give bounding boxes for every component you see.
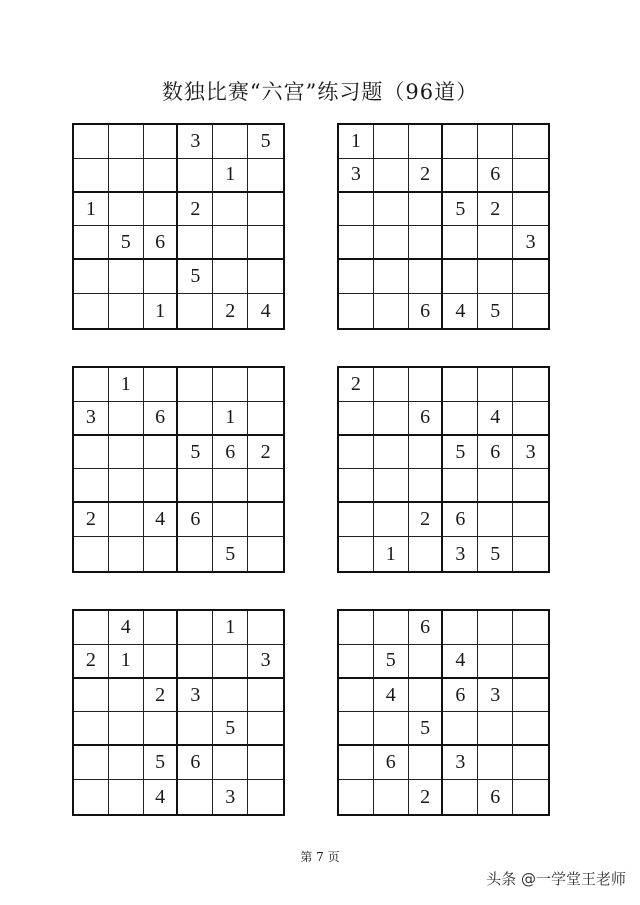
sudoku-cell: 1	[109, 368, 144, 402]
sudoku-cell	[339, 679, 374, 713]
sudoku-cell	[443, 712, 478, 746]
sudoku-cell	[374, 780, 409, 814]
sudoku-cell	[339, 436, 374, 470]
sudoku-cell	[409, 260, 444, 294]
sudoku-cell	[443, 159, 478, 193]
sudoku-cell	[74, 469, 109, 503]
sudoku-cell	[109, 294, 144, 328]
sudoku-cell	[109, 159, 144, 193]
sudoku-cell	[513, 611, 548, 645]
sudoku-cell: 3	[478, 679, 513, 713]
sudoku-grid-2	[337, 123, 550, 330]
sudoku-cell	[478, 125, 513, 159]
sudoku-cell	[144, 712, 179, 746]
sudoku-cell: 3	[513, 436, 548, 470]
sudoku-cell	[478, 469, 513, 503]
sudoku-cell: 1	[74, 193, 109, 227]
sudoku-cell	[248, 402, 283, 436]
sudoku-cell	[144, 193, 179, 227]
sudoku-cell: 6	[478, 780, 513, 814]
sudoku-cell	[513, 746, 548, 780]
sudoku-cell	[513, 260, 548, 294]
sudoku-cell	[339, 193, 374, 227]
sudoku-cell	[339, 469, 374, 503]
sudoku-cell	[213, 368, 248, 402]
sudoku-cell	[144, 469, 179, 503]
sudoku-cell	[374, 125, 409, 159]
sudoku-cell	[74, 159, 109, 193]
sudoku-cell: 3	[443, 746, 478, 780]
sudoku-cell	[443, 226, 478, 260]
sudoku-cell	[248, 226, 283, 260]
sudoku-cell	[109, 746, 144, 780]
sudoku-cell	[513, 294, 548, 328]
sudoku-cell	[478, 746, 513, 780]
sudoku-cell: 3	[443, 537, 478, 571]
sudoku-cell: 2	[144, 679, 179, 713]
sudoku-cell	[74, 436, 109, 470]
sudoku-cell	[74, 712, 109, 746]
sudoku-cell	[443, 260, 478, 294]
sudoku-cell	[178, 402, 213, 436]
sudoku-grid-4	[337, 366, 550, 573]
sudoku-cell: 5	[248, 125, 283, 159]
sudoku-cell	[374, 226, 409, 260]
sudoku-cell	[248, 712, 283, 746]
sudoku-cell	[409, 436, 444, 470]
sudoku-cell: 6	[478, 436, 513, 470]
sudoku-cell	[513, 679, 548, 713]
sudoku-cell	[109, 125, 144, 159]
sudoku-cell	[409, 193, 444, 227]
sudoku-cell: 1	[109, 645, 144, 679]
sudoku-cell: 4	[443, 645, 478, 679]
sudoku-cell	[144, 125, 179, 159]
sudoku-cell	[213, 503, 248, 537]
sudoku-cell	[74, 226, 109, 260]
sudoku-cell: 6	[144, 226, 179, 260]
sudoku-cell: 6	[409, 294, 444, 328]
sudoku-cell	[409, 368, 444, 402]
sudoku-cell	[74, 780, 109, 814]
sudoku-cell	[374, 436, 409, 470]
sudoku-cell: 6	[178, 503, 213, 537]
sudoku-cell: 3	[178, 679, 213, 713]
sudoku-cell: 4	[478, 402, 513, 436]
sudoku-cell	[248, 679, 283, 713]
sudoku-cell: 2	[409, 503, 444, 537]
sudoku-cell	[478, 611, 513, 645]
sudoku-cell	[144, 645, 179, 679]
sudoku-cell	[248, 260, 283, 294]
sudoku-cell	[374, 368, 409, 402]
sudoku-cell	[409, 537, 444, 571]
sudoku-cell	[213, 226, 248, 260]
sudoku-cell: 5	[178, 260, 213, 294]
sudoku-cell: 5	[409, 712, 444, 746]
sudoku-cell	[109, 193, 144, 227]
sudoku-cell	[443, 469, 478, 503]
sudoku-cell	[339, 226, 374, 260]
sudoku-cell	[478, 503, 513, 537]
sudoku-cell: 4	[144, 780, 179, 814]
sudoku-cell	[374, 469, 409, 503]
sudoku-cell	[144, 436, 179, 470]
sudoku-cell	[443, 402, 478, 436]
sudoku-cell	[109, 537, 144, 571]
sudoku-cell	[178, 469, 213, 503]
sudoku-cell	[443, 125, 478, 159]
sudoku-cell: 1	[213, 611, 248, 645]
sudoku-cell	[409, 679, 444, 713]
sudoku-cell	[374, 503, 409, 537]
sudoku-cell	[213, 125, 248, 159]
sudoku-cell	[513, 469, 548, 503]
sudoku-cell	[109, 712, 144, 746]
sudoku-cell	[339, 503, 374, 537]
sudoku-cell	[248, 503, 283, 537]
page-number: 第 7 页	[300, 850, 340, 864]
sudoku-cell: 2	[178, 193, 213, 227]
sudoku-cell: 6	[144, 402, 179, 436]
sudoku-cell: 5	[213, 712, 248, 746]
sudoku-cell	[409, 226, 444, 260]
sudoku-cell: 5	[478, 294, 513, 328]
sudoku-cell	[178, 159, 213, 193]
sudoku-cell	[74, 260, 109, 294]
sudoku-cell	[74, 537, 109, 571]
sudoku-cell: 4	[144, 503, 179, 537]
sudoku-cell	[178, 226, 213, 260]
sudoku-cell	[443, 368, 478, 402]
sudoku-cell	[109, 679, 144, 713]
sudoku-cell	[339, 780, 374, 814]
sudoku-cell: 2	[478, 193, 513, 227]
sudoku-cell	[478, 260, 513, 294]
sudoku-cell: 5	[374, 645, 409, 679]
sudoku-cell	[178, 611, 213, 645]
sudoku-cell	[178, 294, 213, 328]
sudoku-cell	[213, 469, 248, 503]
sudoku-cell	[74, 294, 109, 328]
sudoku-cell: 5	[443, 193, 478, 227]
sudoku-cell: 6	[178, 746, 213, 780]
sudoku-cell	[478, 712, 513, 746]
sudoku-cell	[513, 368, 548, 402]
sudoku-cell	[374, 712, 409, 746]
sudoku-cell	[513, 712, 548, 746]
sudoku-cell	[144, 260, 179, 294]
sudoku-cell: 3	[248, 645, 283, 679]
sudoku-cell	[74, 368, 109, 402]
sudoku-cell: 4	[109, 611, 144, 645]
sudoku-cell: 2	[248, 436, 283, 470]
sudoku-cell	[248, 193, 283, 227]
sudoku-cell	[248, 368, 283, 402]
sudoku-cell	[144, 368, 179, 402]
sudoku-cell	[513, 193, 548, 227]
sudoku-cell	[248, 780, 283, 814]
sudoku-cell: 3	[213, 780, 248, 814]
sudoku-cell	[374, 159, 409, 193]
sudoku-cell	[374, 294, 409, 328]
sudoku-cell	[109, 436, 144, 470]
sudoku-cell	[374, 193, 409, 227]
sudoku-cell: 2	[213, 294, 248, 328]
sudoku-cell: 6	[409, 611, 444, 645]
sudoku-cell	[513, 159, 548, 193]
sudoku-cell	[443, 780, 478, 814]
sudoku-cell: 6	[478, 159, 513, 193]
sudoku-cell	[339, 294, 374, 328]
sudoku-cell	[74, 611, 109, 645]
sudoku-grid-3	[72, 366, 285, 573]
sudoku-cell: 2	[74, 503, 109, 537]
sudoku-cell	[513, 503, 548, 537]
sudoku-cell: 5	[178, 436, 213, 470]
sudoku-cell	[213, 193, 248, 227]
sudoku-cell	[74, 746, 109, 780]
sudoku-cell	[339, 402, 374, 436]
sudoku-cell	[513, 537, 548, 571]
sudoku-cell: 5	[213, 537, 248, 571]
page-title: 数独比赛“六宫”练习题（96道）	[161, 80, 479, 104]
sudoku-cell	[248, 611, 283, 645]
sudoku-cell	[443, 611, 478, 645]
sudoku-cell	[248, 746, 283, 780]
sudoku-grid-1	[72, 123, 285, 330]
sudoku-cell	[109, 469, 144, 503]
sudoku-cell	[109, 503, 144, 537]
sudoku-cell	[513, 645, 548, 679]
sudoku-cell	[513, 780, 548, 814]
sudoku-cell	[478, 226, 513, 260]
sudoku-cell	[339, 537, 374, 571]
sudoku-cell	[109, 260, 144, 294]
sudoku-cell: 4	[260, 299, 271, 322]
sudoku-cell	[513, 125, 548, 159]
sudoku-cell: 6	[374, 746, 409, 780]
sudoku-cell	[144, 159, 179, 193]
sudoku-cell: 1	[374, 537, 409, 571]
sudoku-cell	[339, 611, 374, 645]
sudoku-cell: 1	[213, 402, 248, 436]
sudoku-cell	[409, 746, 444, 780]
sudoku-cell: 5	[109, 226, 144, 260]
sudoku-cell	[409, 469, 444, 503]
sudoku-cell: 6	[213, 436, 248, 470]
sudoku-grid-5	[72, 609, 285, 816]
sudoku-cell	[74, 679, 109, 713]
sudoku-cell	[178, 537, 213, 571]
sudoku-cell: 5	[144, 746, 179, 780]
sudoku-cell: 2	[409, 780, 444, 814]
sudoku-cell	[374, 402, 409, 436]
sudoku-cell	[74, 125, 109, 159]
sudoku-cell: 1	[213, 159, 248, 193]
sudoku-cell: 3	[74, 402, 109, 436]
sudoku-cell	[213, 645, 248, 679]
sudoku-cell	[409, 125, 444, 159]
sudoku-cell: 2	[409, 159, 444, 193]
sudoku-cell: 5	[478, 537, 513, 571]
sudoku-cell	[144, 611, 179, 645]
sudoku-cell	[213, 746, 248, 780]
sudoku-cell	[339, 746, 374, 780]
sudoku-cell: 6	[409, 402, 444, 436]
sudoku-cell	[178, 712, 213, 746]
sudoku-cell	[213, 260, 248, 294]
sudoku-cell: 3	[178, 125, 213, 159]
sudoku-cell	[478, 645, 513, 679]
sudoku-cell: 6	[443, 679, 478, 713]
sudoku-cell	[513, 402, 548, 436]
sudoku-cell	[248, 469, 283, 503]
sudoku-cell	[374, 260, 409, 294]
sudoku-cell: 6	[443, 503, 478, 537]
sudoku-cell	[178, 780, 213, 814]
sudoku-cell	[248, 159, 283, 193]
sudoku-cell	[109, 780, 144, 814]
sudoku-cell	[178, 368, 213, 402]
sudoku-cell: 4	[374, 679, 409, 713]
sudoku-cell: 1	[339, 125, 374, 159]
sudoku-cell	[339, 260, 374, 294]
sudoku-cell: 2	[339, 368, 374, 402]
sudoku-cell	[109, 402, 144, 436]
sudoku-cell: 2	[74, 645, 109, 679]
sudoku-cell	[374, 611, 409, 645]
sudoku-cell	[339, 645, 374, 679]
sudoku-cell: 1	[144, 294, 179, 328]
sudoku-cell: 3	[339, 159, 374, 193]
sudoku-cell	[478, 368, 513, 402]
sudoku-cell: 4	[443, 294, 478, 328]
sudoku-cell	[409, 645, 444, 679]
sudoku-cell: 3	[513, 226, 548, 260]
sudoku-cell	[248, 537, 283, 571]
watermark: 头条 @一学堂王老师	[486, 870, 626, 888]
sudoku-grid-6	[337, 609, 550, 816]
sudoku-cell	[144, 537, 179, 571]
sudoku-cell	[178, 645, 213, 679]
sudoku-cell	[339, 712, 374, 746]
sudoku-cell: 5	[443, 436, 478, 470]
sudoku-cell	[213, 679, 248, 713]
